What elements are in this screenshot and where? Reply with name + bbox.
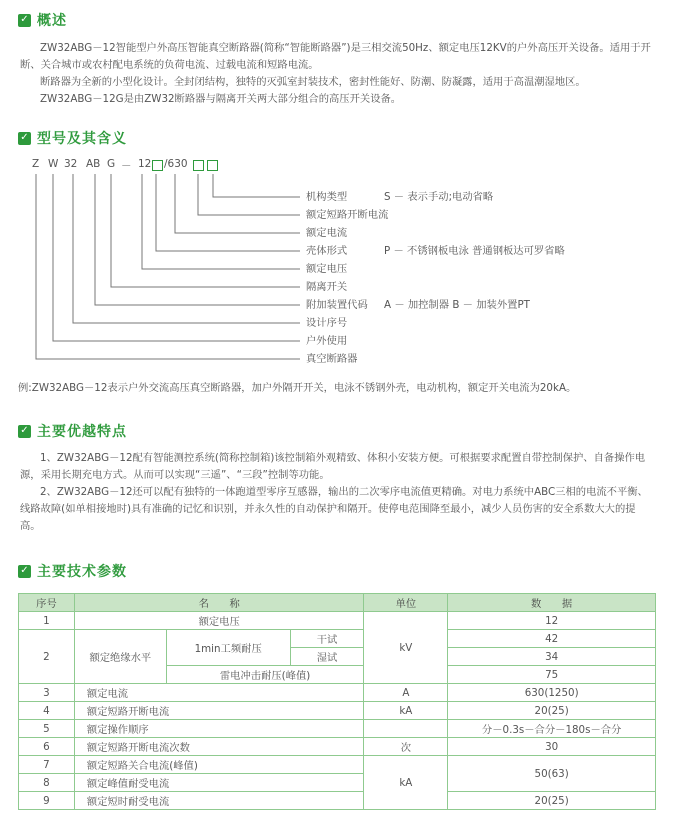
code-char: G bbox=[107, 158, 116, 170]
row-no: 5 bbox=[19, 720, 75, 738]
row-value: 75 bbox=[448, 666, 656, 684]
legend-item bbox=[306, 226, 347, 240]
row-name: 额定峰值耐受电流 bbox=[74, 774, 364, 792]
section-title: 概述 bbox=[37, 13, 67, 29]
legend-note: S － 表示手动;电动省略 bbox=[384, 191, 494, 203]
row-no: 7 bbox=[19, 756, 75, 774]
row-unit: kA bbox=[364, 702, 448, 720]
header-no: 序号 bbox=[19, 594, 75, 612]
row-no: 1 bbox=[19, 612, 75, 630]
row-unit: A bbox=[364, 684, 448, 702]
header-name: 名 称 bbox=[74, 594, 364, 612]
row-subname: 雷电冲击耐压(峰值) bbox=[166, 666, 364, 684]
row-name: 额定电流 bbox=[74, 684, 364, 702]
row-value: 20(25) bbox=[448, 792, 656, 810]
table-row bbox=[19, 702, 656, 720]
legend-label: 真空断路器 bbox=[306, 353, 358, 365]
table-row bbox=[19, 792, 656, 810]
legend-item bbox=[306, 262, 347, 276]
features-text bbox=[20, 450, 656, 535]
code-char: － bbox=[121, 160, 132, 172]
code-char: Z bbox=[32, 158, 40, 170]
table-row bbox=[19, 684, 656, 702]
legend-label: 额定电压 bbox=[306, 263, 348, 275]
row-value: 30 bbox=[448, 738, 656, 756]
legend-item bbox=[306, 316, 347, 330]
header-value: 数 据 bbox=[448, 594, 656, 612]
check-icon: ✓ bbox=[18, 132, 31, 145]
legend-label: 附加装置代码 bbox=[306, 299, 368, 311]
overview-line2: 断路器为全新的小型化设计。全封闭结构，独特的灭弧室封装技术，密封性能好、防潮、防凝露，适用于高温潮湿地区。 bbox=[40, 76, 586, 88]
legend-label: 壳体形式 bbox=[306, 245, 348, 257]
header-unit: 单位 bbox=[364, 594, 448, 612]
row-value: 50(63) bbox=[448, 756, 656, 792]
row-no: 4 bbox=[19, 702, 75, 720]
row-unit: 次 bbox=[364, 738, 448, 756]
row-name: 额定短路关合电流(峰值) bbox=[74, 756, 364, 774]
params-heading bbox=[18, 561, 127, 581]
row-value: 42 bbox=[448, 630, 656, 648]
row-unit: kV bbox=[364, 612, 448, 684]
legend-item bbox=[306, 244, 565, 258]
row-name: 额定操作顺序 bbox=[74, 720, 364, 738]
feature-1: 1、ZW32ABG－12配有智能测控系统(简称控制箱)该控制箱外观精致、体积小安装方便。可根据要求配置自带控制保护、自备操作电源，采用长期充电方式。从而可以实现“三遥”、“三段”控制等功能。 bbox=[20, 452, 646, 481]
code-char: 12 bbox=[138, 158, 152, 170]
overview-line1: ZW32ABG－12智能型户外高压智能真空断路器(简称“智能断路器”)是三相交流50Hz、额定电压12KV的户外高压开关设备。适用于开断、关合城市或农村配电系统的负荷电流、过载电流和短路电流。 bbox=[20, 42, 651, 71]
code-char: AB bbox=[86, 158, 101, 170]
row-wet: 湿试 bbox=[290, 648, 364, 666]
legend-item bbox=[306, 280, 347, 294]
check-icon: ✓ bbox=[18, 425, 31, 438]
table-row bbox=[19, 612, 656, 630]
row-name: 额定短路开断电流 bbox=[74, 702, 364, 720]
code-char: W bbox=[48, 158, 59, 170]
row-no: 2 bbox=[19, 630, 75, 684]
table-header-row bbox=[19, 594, 656, 612]
row-no: 9 bbox=[19, 792, 75, 810]
row-value: 12 bbox=[448, 612, 656, 630]
legend-item bbox=[306, 298, 530, 312]
feature-2: 2、ZW32ABG－12还可以配有独特的一体跑道型零序互感器，输出的二次零序电流值更精确。对电力系统中ABC三相的电流不平衡、线路故障(如单相接地时)具有准确的记忆和识别，并永久性的自动保护和隔开。使停电范围降至最小，减少人员伤害的安全系数大大的提高。 bbox=[20, 486, 648, 532]
legend-item bbox=[306, 334, 347, 348]
legend-note: P － 不锈钢板电泳 普通钢板达可罗省略 bbox=[384, 245, 565, 257]
row-no: 8 bbox=[19, 774, 75, 792]
row-no: 6 bbox=[19, 738, 75, 756]
row-value: 分－0.3s－合分－180s－合分 bbox=[448, 720, 656, 738]
row-name: 额定短时耐受电流 bbox=[74, 792, 364, 810]
legend-label: 隔离开关 bbox=[306, 281, 348, 293]
section-title: 主要技术参数 bbox=[37, 564, 127, 580]
row-subname: 1min工频耐压 bbox=[166, 630, 290, 666]
features-heading bbox=[18, 421, 127, 441]
row-dry: 干试 bbox=[290, 630, 364, 648]
row-unit: kA bbox=[364, 756, 448, 810]
row-value: 20(25) bbox=[448, 702, 656, 720]
section-title: 型号及其含义 bbox=[37, 131, 127, 147]
legend-item bbox=[306, 190, 494, 204]
params-table bbox=[18, 593, 656, 810]
row-no: 3 bbox=[19, 684, 75, 702]
row-name: 额定绝缘水平 bbox=[74, 630, 166, 684]
code-char: /630 bbox=[164, 158, 188, 170]
model-example: 例:ZW32ABG－12表示户外交流高压真空断路器，加户外隔开开关，电泳不锈钢外壳，电动机构，额定开关电流为20kA。 bbox=[18, 382, 577, 394]
legend-label: 设计序号 bbox=[306, 317, 348, 329]
legend-label: 机构类型 bbox=[306, 191, 348, 203]
table-row bbox=[19, 630, 656, 648]
row-unit bbox=[364, 720, 448, 738]
legend-item bbox=[306, 208, 388, 222]
check-icon: ✓ bbox=[18, 565, 31, 578]
legend-label: 额定电流 bbox=[306, 227, 348, 239]
table-row bbox=[19, 738, 656, 756]
row-name: 额定短路开断电流次数 bbox=[74, 738, 364, 756]
legend-label: 额定短路开断电流 bbox=[306, 209, 389, 221]
legend-label: 户外使用 bbox=[306, 335, 348, 347]
check-icon: ✓ bbox=[18, 14, 31, 27]
legend-item bbox=[306, 352, 357, 366]
row-name: 额定电压 bbox=[74, 612, 364, 630]
overview-line3: ZW32ABG－12G是由ZW32断路器与隔离开关两大部分组合的高压开关设备。 bbox=[40, 93, 402, 105]
row-value: 630(1250) bbox=[448, 684, 656, 702]
code-char: 32 bbox=[64, 158, 78, 170]
legend-note: A － 加控制器 B － 加装外置PT bbox=[384, 299, 530, 311]
row-value: 34 bbox=[448, 648, 656, 666]
table-row bbox=[19, 720, 656, 738]
table-row bbox=[19, 756, 656, 774]
section-title: 主要优越特点 bbox=[37, 424, 127, 440]
